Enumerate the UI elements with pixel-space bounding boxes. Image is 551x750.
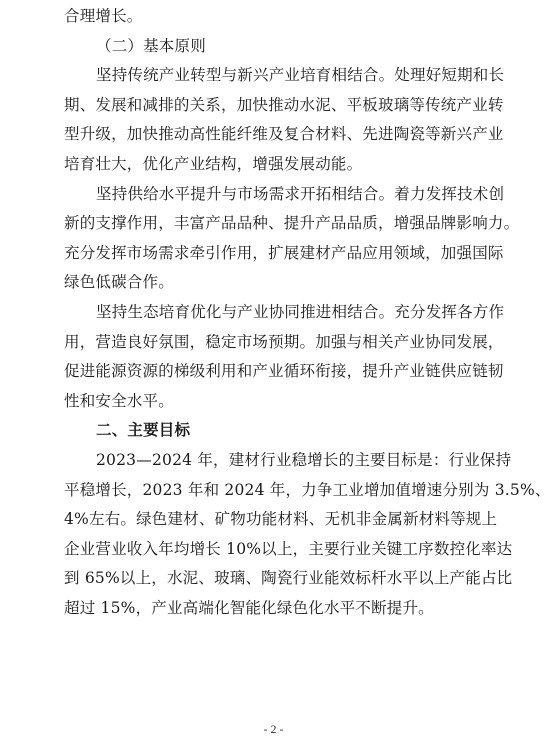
text-line: 充分发挥市场需求牵引作用，扩展建材产品应用领域，加强国际 (64, 243, 504, 262)
text-line: 培育壮大，优化产业结构，增强发展动能。 (64, 154, 363, 173)
text-line: 合理增长。 (64, 7, 143, 25)
subsection-heading: （二）基本原则 (96, 36, 206, 55)
text-line: 坚持生态培育优化与产业协同推进相结合。充分发挥各方作 (96, 302, 505, 321)
text-line: 企业营业收入年均增长 10%以上，主要行业关键工序数控化率达 (64, 539, 513, 558)
text-line: 性和安全水平。 (64, 391, 174, 410)
section-heading: 二、主要目标 (96, 421, 191, 440)
text-line: 2023—2024 年，建材行业稳增长的主要目标是：行业保持 (96, 450, 512, 469)
page-number: - 2 - (263, 722, 284, 736)
text-line: 平稳增长，2023 年和 2024 年，力争工业增加值增速分别为 3.5%、 (64, 480, 551, 499)
text-line: 促进能源资源的梯级利用和产业循环衔接，提升产业链供应链韧 (64, 362, 504, 381)
text-line: 超过 15%，产业高端化智能化绿色化水平不断提升。 (64, 598, 434, 617)
text-line: 绿色低碳合作。 (64, 273, 174, 292)
document-body (64, 2, 551, 623)
text-line: 4%左右。绿色建材、矿物功能材料、无机非金属新材料等规上 (64, 510, 498, 529)
text-line: 坚持传统产业转型与新兴产业培育相结合。处理好短期和长 (96, 66, 505, 85)
text-line: 用，营造良好氛围，稳定市场预期。加强与相关产业协同发展， (64, 332, 504, 351)
text-line: 坚持供给水平提升与市场需求开拓相结合。着力发挥技术创 (96, 184, 505, 203)
text-line: 新的支撑作用，丰富产品品种、提升产品品质，增强品牌影响力。 (64, 214, 520, 233)
text-line: 型升级，加快推动高性能纤维及复合材料、先进陶瓷等新兴产业 (64, 125, 504, 144)
text-line: 到 65%以上，水泥、玻璃、陶瓷行业能效标杆水平以上产能占比 (64, 569, 513, 588)
text-line: 期、发展和减排的关系，加快推动水泥、平板玻璃等传统产业转 (64, 95, 504, 114)
